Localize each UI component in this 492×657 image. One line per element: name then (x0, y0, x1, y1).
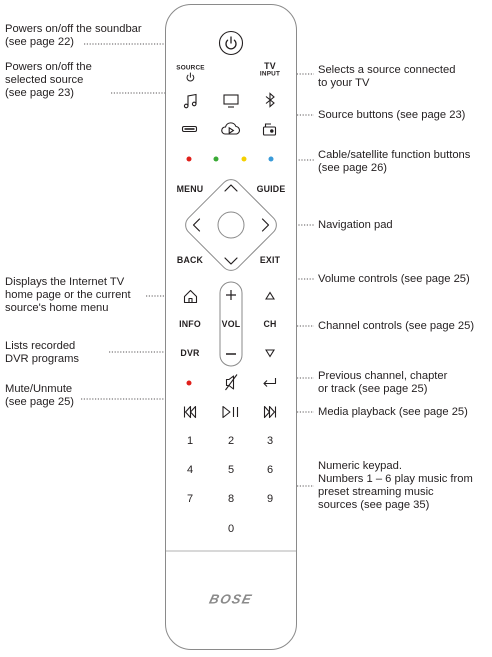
key-9[interactable]: 9 (266, 493, 274, 505)
callout-nav-pad: Navigation pad (318, 219, 393, 231)
key-8[interactable]: 8 (227, 493, 235, 505)
source-power-icon[interactable] (187, 73, 194, 81)
bose-logo: BOSE (207, 591, 255, 607)
guide-button[interactable]: GUIDE (256, 184, 286, 194)
callout-source-power: Powers on/off the selected source (see page 23) (5, 61, 92, 99)
hdmi-icon[interactable] (183, 127, 197, 132)
play-pause-icon[interactable] (223, 407, 238, 418)
exit-button[interactable]: EXIT (259, 255, 281, 265)
game-console-icon[interactable] (264, 124, 276, 135)
callout-keypad: Numeric keypad. Numbers 1 – 6 play music from preset streaming music sources (see page 35) (318, 460, 473, 511)
triangle-down-icon[interactable] (266, 350, 274, 357)
callout-prev-channel: Previous channel, chapter or track (see page 25) (318, 370, 448, 395)
key-7[interactable]: 7 (186, 493, 194, 505)
tv-icon[interactable] (224, 95, 238, 107)
cloud-play-icon[interactable] (222, 123, 240, 134)
callout-home: Displays the Internet TV home page or the current source's home menu (5, 276, 131, 314)
callout-channel: Channel controls (see page 25) (318, 320, 475, 332)
rewind-icon[interactable] (185, 407, 196, 418)
key-3[interactable]: 3 (266, 435, 274, 447)
return-icon[interactable] (264, 378, 276, 387)
back-button[interactable]: BACK (176, 255, 204, 265)
callout-dvr: Lists recorded DVR programs (5, 340, 79, 365)
source-label: SOURCE (176, 64, 205, 71)
yellow-function-button[interactable] (242, 157, 247, 162)
record-button[interactable] (187, 381, 192, 386)
green-function-button[interactable] (214, 157, 219, 162)
mute-icon[interactable] (226, 375, 238, 391)
key-1[interactable]: 1 (186, 435, 194, 447)
key-6[interactable]: 6 (266, 464, 274, 476)
input-label[interactable]: INPUT (259, 70, 281, 78)
key-2[interactable]: 2 (227, 435, 235, 447)
select-button[interactable] (218, 212, 244, 238)
callout-cable-buttons: Cable/satellite function buttons (see page 26) (318, 149, 471, 174)
callout-mute: Mute/Unmute (see page 25) (5, 383, 75, 408)
tv-label: TV (264, 60, 276, 71)
info-button[interactable]: INFO (179, 319, 201, 329)
red-function-button[interactable] (187, 157, 192, 162)
forward-icon[interactable] (265, 407, 276, 418)
music-note-icon[interactable] (184, 95, 196, 108)
callout-media: Media playback (see page 25) (318, 406, 468, 418)
dvr-button[interactable]: DVR (180, 348, 200, 358)
key-4[interactable]: 4 (186, 464, 194, 476)
ch-label: CH (263, 319, 277, 329)
menu-button[interactable]: MENU (176, 184, 204, 194)
key-5[interactable]: 5 (227, 464, 235, 476)
blue-function-button[interactable] (269, 157, 274, 162)
vol-label: VOL (221, 319, 241, 329)
bluetooth-icon[interactable] (266, 94, 274, 107)
callout-volume: Volume controls (see page 25) (318, 273, 470, 285)
callout-power: Powers on/off the soundbar (see page 22) (5, 23, 142, 48)
triangle-up-icon[interactable] (266, 293, 274, 300)
home-icon[interactable] (185, 291, 197, 303)
power-button[interactable] (220, 32, 243, 55)
key-0[interactable]: 0 (227, 523, 235, 535)
callout-source-buttons: Source buttons (see page 23) (318, 109, 466, 121)
callout-tv-input: Selects a source connected to your TV (318, 64, 456, 89)
